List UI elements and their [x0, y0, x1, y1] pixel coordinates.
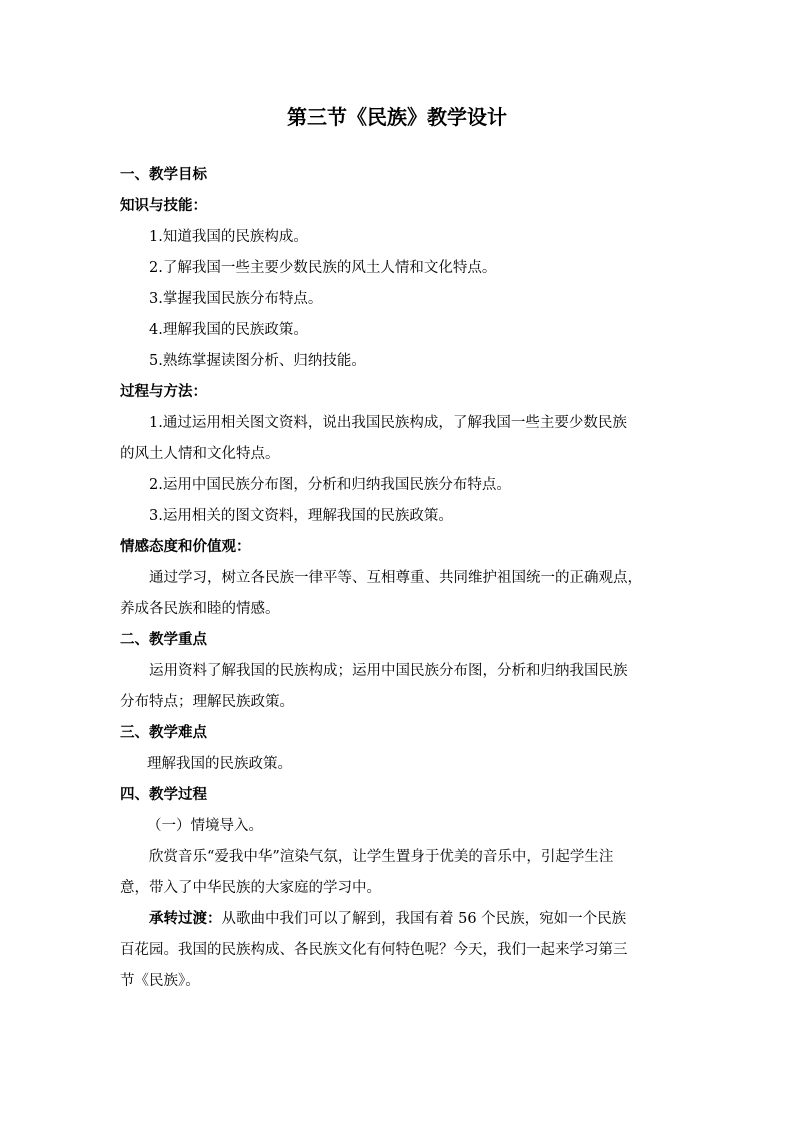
paragraph-line: 养成各民族和睦的情感。	[120, 601, 280, 617]
subheading-knowledge: 知识与技能：	[120, 198, 207, 214]
list-item: 1.知道我国的民族构成。	[149, 229, 308, 245]
transition-paragraph	[120, 904, 676, 935]
list-item: 2.了解我国一些主要少数民族的风土人情和文化特点。	[149, 260, 497, 276]
section-heading-objectives: 一、教学目标	[120, 167, 207, 183]
section-heading-process: 四、教学过程	[120, 787, 207, 803]
document-title: 第三节《民族》教学设计	[287, 105, 507, 129]
paragraph-line: 欣赏音乐“爱我中华”渲染气氛，让学生置身于优美的音乐中，引起学生注	[149, 849, 614, 865]
paragraph-line: 理解我国的民族政策。	[147, 756, 292, 772]
subheading-process: 过程与方法：	[120, 384, 207, 400]
list-item: 3.运用相关的图文资料，理解我国的民族政策。	[149, 508, 453, 524]
paragraph-line: 分布特点；理解民族政策。	[120, 694, 294, 710]
paragraph-line: 节《民族》。	[120, 973, 200, 989]
list-item: 5.熟练掌握读图分析、归纳技能。	[149, 353, 366, 369]
step-label: （一）情境导入。	[147, 818, 263, 834]
paragraph-line: 意，带入了中华民族的大家庭的学习中。	[120, 880, 381, 896]
paragraph-line: 通过学习，树立各民族一律平等、互相尊重、共同维护祖国统一的正确观点，	[149, 570, 642, 586]
paragraph-line: 运用资料了解我国的民族构成；运用中国民族分布图，分析和归纳我国民族	[149, 663, 628, 679]
list-item: 2.运用中国民族分布图，分析和归纳我国民族分布特点。	[149, 477, 511, 493]
section-heading-key-points: 二、教学重点	[120, 632, 207, 648]
subheading-emotion: 情感态度和价值观：	[120, 539, 251, 555]
section-heading-difficulties: 三、教学难点	[120, 725, 207, 741]
list-item-continuation: 的风土人情和文化特点。	[120, 446, 280, 462]
transition-text: 从歌曲中我们可以了解到，我国有着 56 个民族，宛如一个民族	[221, 911, 627, 927]
paragraph-line: 百花园。我国的民族构成、各民族文化有何特色呢？今天，我们一起来学习第三	[120, 942, 628, 958]
document-body	[120, 160, 676, 997]
list-item: 4.理解我国的民族政策。	[149, 322, 308, 338]
transition-label: 承转过渡：	[149, 911, 222, 927]
list-item: 3.掌握我国民族分布特点。	[149, 291, 323, 307]
list-item: 1.通过运用相关图文资料，说出我国民族构成，了解我国一些主要少数民族	[149, 415, 627, 431]
